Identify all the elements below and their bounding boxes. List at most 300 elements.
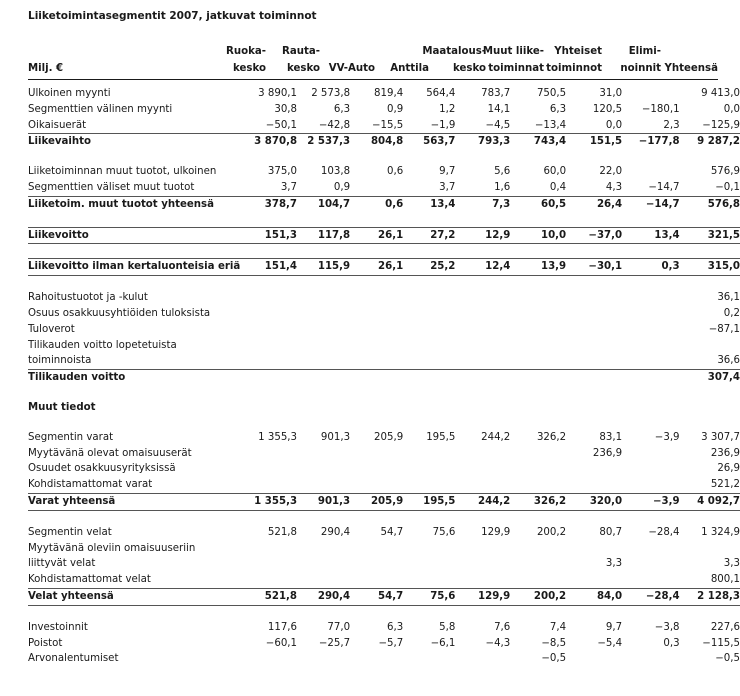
cell-value: 0,3 [663,637,680,649]
cell-value: 6,3 [333,103,351,115]
cell-value: 236,9 [592,447,623,459]
cell-value [455,338,510,354]
row-label: Segmentin varat [28,431,114,443]
cell-value [510,338,566,354]
cell-value: 120,5 [592,103,623,115]
cell-value [350,556,403,572]
row-label: Varat yhteensä [28,493,240,510]
cell-value [350,541,403,557]
cell-value [455,322,510,338]
cell-value: 800,1 [710,574,740,586]
cell-value: 31,0 [599,88,623,99]
cell-value: 9,7 [439,166,456,178]
cell-value [566,306,622,322]
cell-value: 7,4 [549,621,567,633]
cell-value: 0,9 [386,103,404,115]
cell-value: 236,9 [710,447,740,459]
cell-value [350,290,403,306]
cell-value: 77,0 [327,621,351,633]
row-label: Liiketoim. muut tuotot yhteensä [28,196,240,212]
cell-value: 3,3 [605,558,623,570]
cell-value [403,370,455,386]
spacer-row [28,244,740,259]
cell-value: 200,2 [510,588,566,605]
cell-value: 783,7 [481,88,511,99]
header-rule [28,79,718,80]
cell-value [403,651,455,667]
cell-value [297,651,350,667]
cell-value: 0,6 [386,166,404,178]
cell-value [403,446,455,462]
row-label: Myytävänä olevat omaisuuserät [28,447,192,459]
cell-value [297,290,350,306]
column-header-line2: Yhteensä [664,63,718,74]
column-header [226,43,266,77]
cell-value [403,400,455,416]
row-label: Myytävänä oleviin omaisuuseriin [28,542,196,554]
row-label: Investoinnit [28,621,88,633]
cell-value: 5,6 [494,166,511,178]
cell-value: −30,1 [566,259,622,276]
cell-value [455,477,510,493]
cell-value: 1,6 [494,181,511,193]
column-header [483,43,544,77]
cell-value: 521,8 [267,526,298,538]
cell-value [455,556,510,572]
table-row [28,541,740,557]
cell-value: 244,2 [481,431,511,443]
cell-value [297,541,350,557]
cell-value: −5,7 [378,637,404,649]
cell-value: 36,6 [717,355,740,367]
column-header-line1: Muut liike- [482,46,544,57]
cell-value: 83,1 [599,431,623,443]
cell-value: 13,4 [622,227,679,244]
cell-value: −1,9 [430,119,456,131]
cell-value: 1 324,9 [701,526,740,538]
cell-value: 6,3 [386,621,404,633]
cell-value [622,338,679,354]
cell-value [240,651,297,667]
cell-value [455,370,510,386]
cell-value [455,541,510,557]
cell-value [566,353,622,369]
table-row [28,86,740,102]
cell-value: 9 413,0 [701,88,740,99]
cell-value [240,461,297,477]
table-row [28,259,740,276]
cell-value: 5,8 [439,621,456,633]
cell-value [680,338,740,354]
cell-value: 0,4 [549,181,567,193]
cell-value [350,370,403,386]
table-title: Liiketoimintasegmentit 2007, jatkuvat toiminnot [28,10,317,22]
cell-value: 13,4 [403,196,455,212]
column-header [422,43,486,77]
cell-value [240,353,297,369]
row-label: Segmenttien väliset muut tuotot [28,181,195,193]
table-row [28,338,740,354]
table-row [28,651,740,667]
cell-value [297,446,350,462]
cell-value: 3 307,7 [701,431,740,443]
cell-value [240,322,297,338]
cell-value [403,338,455,354]
row-label: Liikevoitto ilman kertaluonteisia eriä [28,259,240,276]
cell-value: −3,8 [654,621,680,633]
cell-value: −5,4 [597,637,623,649]
cell-value: 27,2 [403,227,455,244]
cell-value [455,306,510,322]
cell-value [566,322,622,338]
row-label: Arvonalentumiset [28,653,119,665]
cell-value: 521,2 [710,479,740,491]
cell-value [240,370,297,386]
spacer-row [28,276,740,291]
cell-value [680,400,740,416]
cell-value: 1 355,3 [240,493,297,510]
row-label: Segmenttien välinen myynti [28,103,173,115]
cell-value: 75,6 [432,526,456,538]
cell-value: 4,3 [605,181,623,193]
table-row [28,620,740,636]
cell-value: −125,9 [702,119,740,131]
cell-value [240,306,297,322]
column-header [620,43,661,77]
cell-value: −14,7 [622,196,679,212]
cell-value: 205,9 [374,431,404,443]
row-label: toiminnoista [28,355,92,367]
cell-value: 0,9 [333,181,351,193]
cell-value: 244,2 [455,493,510,510]
cell-value [350,338,403,354]
cell-value: 901,3 [297,493,350,510]
cell-value [622,477,679,493]
cell-value [403,353,455,369]
cell-value [510,446,566,462]
cell-value [403,306,455,322]
column-header-line2: noinnit [620,63,661,74]
column-header [664,43,718,77]
cell-value [350,572,403,588]
row-label: Osuudet osakkuusyrityksissä [28,463,176,475]
cell-value: 1 355,3 [258,431,298,443]
cell-value: −87,1 [708,323,740,335]
cell-value [240,556,297,572]
cell-value: 104,7 [297,196,350,212]
column-header-line2: kesko [453,63,486,74]
cell-value [510,556,566,572]
cell-value [566,461,622,477]
cell-value [510,322,566,338]
cell-value [350,400,403,416]
spacer-row [28,150,740,164]
cell-value: 10,0 [510,227,566,244]
row-label: Tilikauden voitto lopetetuista [28,339,177,351]
cell-value [622,306,679,322]
cell-value [403,572,455,588]
cell-value: 290,4 [297,588,350,605]
cell-value: 129,9 [481,526,511,538]
cell-value: 378,7 [240,196,297,212]
cell-value: 320,0 [566,493,622,510]
column-header [546,43,602,77]
row-label: Kohdistamattomat varat [28,479,153,491]
cell-value: 26,4 [566,196,622,212]
table-row [28,430,740,446]
cell-value: −14,7 [648,181,680,193]
cell-value [297,322,350,338]
cell-value: 195,5 [426,431,456,443]
row-label: Tilikauden voitto [28,370,240,386]
column-header [282,43,320,77]
table-row [28,118,740,134]
cell-value: 26,9 [717,463,740,475]
cell-value [240,400,297,416]
cell-value: 117,8 [297,227,350,244]
cell-value: 6,3 [549,103,567,115]
row-label: Poistot [28,637,63,649]
cell-value: 2 537,3 [297,134,350,150]
cell-value: 151,5 [566,134,622,150]
cell-value: 151,4 [240,259,297,276]
table-row [28,636,740,652]
table-row [28,134,740,150]
table-row [28,290,740,306]
row-label: liittyvät velat [28,558,96,570]
table-row [28,400,740,416]
cell-value [240,290,297,306]
cell-value: 315,0 [680,259,740,276]
cell-value [566,400,622,416]
cell-value: 0,3 [622,259,679,276]
row-label: Rahoitustuotot ja -kulut [28,292,148,304]
cell-value: −60,1 [265,637,298,649]
cell-value [240,572,297,588]
spacer-row [28,416,740,430]
column-header-line1: Rauta- [282,46,320,57]
row-label: Ulkoinen myynti [28,88,111,99]
cell-value [350,353,403,369]
cell-value [566,290,622,306]
column-header-line1 [664,43,718,60]
cell-value: −115,5 [702,637,740,649]
cell-value: 9,7 [605,621,623,633]
cell-value [510,306,566,322]
cell-value: 227,6 [710,621,740,633]
cell-value: −4,3 [485,637,511,649]
cell-value: 60,5 [510,196,566,212]
cell-value [622,164,679,180]
table-row [28,306,740,322]
column-header-line1 [329,43,375,60]
cell-value: 750,5 [536,88,567,99]
cell-value: 84,0 [566,588,622,605]
column-header-line2: toiminnat [488,63,544,74]
cell-value [297,353,350,369]
cell-value: 3,3 [723,558,740,570]
cell-value [510,353,566,369]
cell-value: 0,0 [723,103,740,115]
cell-value [240,446,297,462]
cell-value: 103,8 [320,166,351,178]
cell-value [403,290,455,306]
cell-value: −3,9 [622,493,679,510]
cell-value [622,541,679,557]
table-row [28,556,740,572]
cell-value [297,477,350,493]
column-header [329,43,375,77]
row-label: Liiketoiminnan muut tuotot, ulkoinen [28,166,217,178]
cell-value [297,338,350,354]
cell-value [566,541,622,557]
column-header-line2: VV-Auto [328,63,375,74]
cell-value [622,86,679,102]
column-header-line1: Maatalous- [422,46,486,57]
spacer-row [28,386,740,400]
cell-value: 13,9 [510,259,566,276]
cell-value: 2 573,8 [311,88,351,99]
cell-value [297,400,350,416]
cell-value: 195,5 [403,493,455,510]
cell-value [455,572,510,588]
cell-value: 2 128,3 [680,588,740,605]
cell-value [297,461,350,477]
cell-value [455,651,510,667]
cell-value: 129,9 [455,588,510,605]
cell-value [622,461,679,477]
cell-value: 0,2 [723,307,740,319]
cell-value: −37,0 [566,227,622,244]
cell-value [680,541,740,557]
cell-value: 25,2 [403,259,455,276]
table-row [28,164,740,180]
cell-value [510,290,566,306]
cell-value [297,556,350,572]
cell-value: 3 870,8 [240,134,297,150]
cell-value: −177,8 [622,134,679,150]
table-row [28,493,740,510]
row-label: Velat yhteensä [28,588,240,605]
cell-value: 3,7 [280,181,298,193]
cell-value [455,400,510,416]
row-label: Segmentin velat [28,526,112,538]
cell-value: 54,7 [380,526,404,538]
cell-value: −0,5 [541,653,567,665]
cell-value [566,572,622,588]
cell-value: 75,6 [403,588,455,605]
cell-value: 576,9 [710,166,740,178]
cell-value: 7,3 [455,196,510,212]
cell-value: 563,7 [403,134,455,150]
cell-value: 375,0 [267,166,298,178]
cell-value [510,400,566,416]
table-row [28,572,740,588]
cell-value [566,477,622,493]
cell-value: 54,7 [350,588,403,605]
cell-value [455,353,510,369]
cell-value: −28,4 [622,588,679,605]
unit-header: Milj. € [28,63,64,74]
cell-value [455,446,510,462]
cell-value: 200,2 [536,526,567,538]
cell-value: −50,1 [265,119,298,131]
spacer-row [28,213,740,228]
cell-value: 117,6 [267,621,298,633]
cell-value: −13,4 [534,119,567,131]
cell-value: −25,7 [318,637,351,649]
table-row [28,370,740,386]
cell-value [297,572,350,588]
column-header-line1: Elimi- [628,46,661,57]
cell-value: 7,6 [494,621,511,633]
cell-value: −8,5 [541,637,567,649]
row-label: Oikaisuerät [28,119,87,131]
cell-value: −42,8 [318,119,351,131]
cell-value [622,353,679,369]
cell-value: 205,9 [350,493,403,510]
cell-value: 3,7 [439,181,456,193]
cell-value [403,477,455,493]
cell-value [350,477,403,493]
cell-value: −6,1 [430,637,456,649]
cell-value: −4,5 [485,119,511,131]
cell-value [566,370,622,386]
column-header-line2: toiminnot [546,63,602,74]
table-row [28,446,740,462]
cell-value [622,370,679,386]
cell-value: 4 092,7 [680,493,740,510]
cell-value: 576,8 [680,196,740,212]
cell-value: −0,1 [715,181,740,193]
cell-value: 12,9 [455,227,510,244]
cell-value: 321,5 [680,227,740,244]
spacer-row [28,510,740,525]
cell-value: 793,3 [455,134,510,150]
cell-value [622,400,679,416]
cell-value: 12,4 [455,259,510,276]
row-label: Muut tiedot [28,401,96,413]
cell-value [350,446,403,462]
cell-value: 521,8 [240,588,297,605]
cell-value: 326,2 [536,431,567,443]
cell-value: −180,1 [641,103,680,115]
cell-value [240,477,297,493]
cell-value [297,370,350,386]
cell-value [350,180,403,196]
table-row [28,353,740,369]
table-row [28,461,740,477]
table-row [28,525,740,541]
cell-value: 0,6 [350,196,403,212]
row-label: Liikevoitto [28,227,240,244]
cell-value [403,556,455,572]
cell-value: 36,1 [717,292,740,304]
cell-value [510,461,566,477]
cell-value [622,651,679,667]
cell-value [622,572,679,588]
cell-value [350,651,403,667]
cell-value [510,477,566,493]
cell-value [455,461,510,477]
cell-value [622,556,679,572]
table-row [28,477,740,493]
spacer-row [28,605,740,620]
cell-value [455,290,510,306]
row-label: Liikevaihto [28,134,240,150]
cell-value: 326,2 [510,493,566,510]
cell-value [403,541,455,557]
